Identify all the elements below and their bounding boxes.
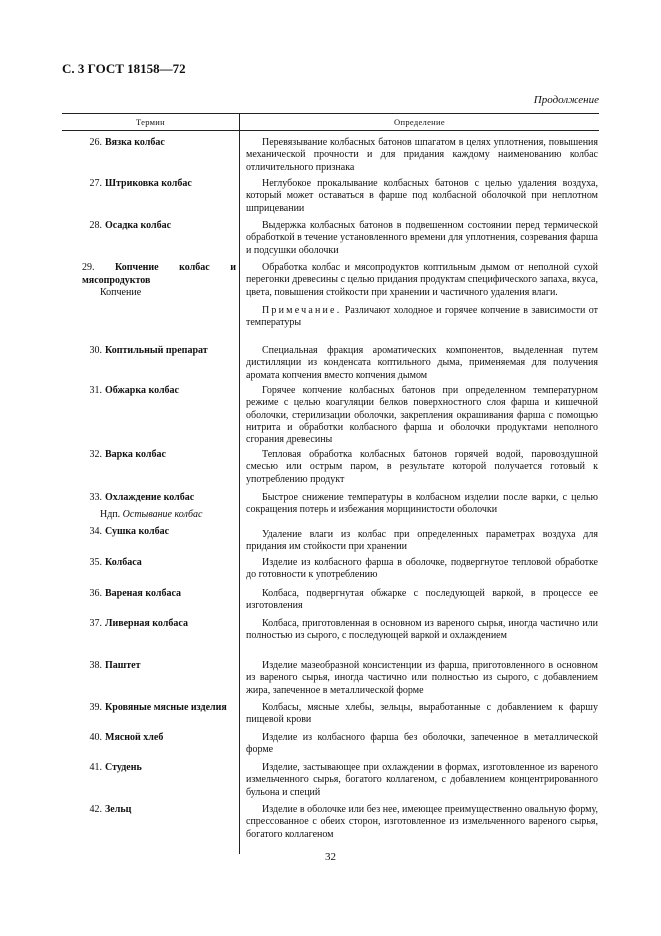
term-number: 39.	[89, 702, 102, 713]
column-divider	[239, 131, 240, 854]
term-name: Паштет	[105, 660, 141, 671]
column-header-definition: Определение	[394, 117, 445, 127]
term-name: Студень	[105, 762, 142, 773]
term-number: 35.	[89, 557, 102, 568]
term-cell	[82, 262, 236, 300]
deprecated-prefix: Ндп.	[100, 508, 121, 520]
page-header: С. 3 ГОСТ 18158—72	[62, 61, 186, 76]
term-number: 30.	[89, 345, 102, 356]
term-name: Варка колбас	[105, 449, 166, 460]
terms-table	[62, 113, 599, 840]
term-cell	[62, 618, 234, 631]
definition-cell	[246, 732, 598, 757]
term-number: 32.	[89, 449, 102, 460]
term-number: 33.	[89, 492, 102, 503]
definition-text: Изделие, застывающее при охлаждении в формах, изготовленное из вареного измельченного сырья, богатого коллагеном, с добавлением концентрированного бульона и специй	[246, 762, 598, 798]
definition-text: Колбасы, мясные хлебы, зельцы, выработанные с добавлением к фаршу пищевой крови	[246, 702, 598, 726]
term-name: Охлаждение колбас	[105, 492, 195, 503]
term-name: Коптильный препарат	[105, 345, 208, 356]
term-cell	[62, 526, 234, 539]
page-number: 32	[325, 851, 336, 863]
term-cell	[62, 220, 234, 233]
term-number: 41.	[89, 762, 102, 773]
definition-cell	[246, 529, 598, 554]
term-name: Зельц	[105, 804, 132, 815]
definition-text: Колбаса, приготовленная в основном из вареного сырья, иногда частично или полностью из сырого, с последующей варкой и охлаждением	[246, 618, 598, 642]
definition-cell	[246, 804, 598, 841]
definition-text: Изделие мазеобразной консистенции из фарша, приготовленного в основном из вареного сырья, иногда частично или полностью из сырого, с добавлением жира, запеченное в металлической форме	[246, 660, 598, 696]
term-name: Вареная колбаса	[105, 588, 182, 599]
definition-text: Горячее копчение колбасных батонов при определенном температурном режиме с целью коагуляции белков поверхностного слоя фарша и кишечной оболочки, стерилизации оболочки, закрепления окрашивания фарша с помощью нитрита и обработки колбасного фарша и оболочки продуктами неполного сгорания древесины	[246, 385, 598, 446]
definition-cell	[246, 137, 598, 174]
column-header-term: Термин	[62, 114, 240, 130]
term-cell	[62, 804, 234, 817]
term-cell	[62, 345, 234, 358]
definition-note	[246, 305, 598, 330]
term-cell	[62, 178, 234, 191]
term-synonym: Копчение	[100, 287, 142, 298]
definition-cell	[246, 492, 598, 517]
definition-cell	[246, 660, 598, 697]
term-number: 27.	[89, 178, 102, 189]
term-number: 34.	[89, 526, 102, 537]
definition-text: Тепловая обработка колбасных батонов горячей водой, паровоздушной смесью или острым паром, в результате которой получается готовый к употреблению продукт	[246, 449, 598, 485]
definition-text: Выдержка колбасных батонов в подвешенном состоянии перед термической обработкой в течение установленного времени для уплотнения, созревания фарша и подсушки оболочки	[246, 220, 598, 256]
definition-cell	[246, 588, 598, 613]
definition-text: Быстрое снижение температуры в колбасном изделии после варки, с целью сокращения потерь и избежания морщинистости оболочки	[246, 492, 598, 516]
note-text: Различают холодное и горячее копчение в зависимости от температуры	[246, 304, 598, 329]
definition-text: Специальная фракция ароматических компонентов, выделенная путем дистилляции из конденсата коптильного дыма, применяемая для получения аромата копчения вместо копчения дымом	[246, 345, 598, 381]
term-cell	[62, 732, 234, 745]
definition-cell	[246, 557, 598, 582]
definition-cell	[246, 702, 598, 727]
table-header	[62, 113, 599, 131]
term-name: Копчение колбас и мясопродуктов	[82, 262, 236, 286]
term-name: Осадка колбас	[105, 220, 172, 231]
definition-cell	[246, 762, 598, 799]
note-label: Примечание.	[262, 304, 342, 316]
term-cell	[62, 702, 234, 715]
deprecated-term: Остывание колбас	[122, 508, 203, 520]
definition-cell	[246, 220, 598, 257]
term-number: 40.	[89, 732, 102, 743]
term-number: 29.	[82, 262, 95, 273]
definition-cell	[246, 385, 598, 446]
term-name: Мясной хлеб	[105, 732, 164, 743]
term-name: Колбаса	[105, 557, 142, 568]
term-cell	[62, 385, 234, 398]
term-number: 37.	[89, 618, 102, 629]
term-name: Сушка колбас	[105, 526, 170, 537]
definition-cell	[246, 618, 598, 643]
definition-text: Неглубокое прокалывание колбасных батонов с целью удаления воздуха, который может оставаться в фарше под колбасной оболочкой при неплотном шприцевании	[246, 178, 598, 214]
term-cell	[62, 492, 234, 521]
continued-label: Продолжение	[533, 94, 599, 106]
definition-cell	[246, 178, 598, 215]
definition-cell	[246, 345, 598, 382]
term-cell	[62, 660, 234, 673]
term-deprecated	[62, 509, 234, 522]
term-number: 26.	[89, 137, 102, 148]
term-cell	[62, 762, 234, 775]
term-cell	[62, 137, 234, 150]
definition-text: Перевязывание колбасных батонов шпагатом в целях уплотнения, повышения механической прочности и для придания каждому наименованию колбас отличительного признака	[246, 137, 598, 173]
definition-cell	[246, 449, 598, 486]
term-number: 31.	[89, 385, 102, 396]
definition-text: Колбаса, подвергнутая обжарке с последующей варкой, в процессе ее изготовления	[246, 588, 598, 612]
term-cell	[62, 449, 234, 462]
definition-text: Обработка колбас и мясопродуктов коптильным дымом от неполной сухой перегонки древесины с целью придания продуктам специфического запаха, вкуса, цвета, повышения стойкости при хранении и частичного удаления влаги.	[246, 262, 598, 298]
term-name: Штриковка колбас	[105, 178, 192, 189]
term-name: Ливерная колбаса	[105, 618, 188, 629]
term-cell	[62, 588, 234, 601]
definition-text: Удаление влаги из колбас при определенных параметрах воздуха для придания им стойкости при хранении	[246, 529, 598, 553]
term-name: Обжарка колбас	[105, 385, 179, 396]
term-name: Вязка колбас	[105, 137, 165, 148]
term-number: 38.	[89, 660, 102, 671]
term-number: 36.	[89, 588, 102, 599]
term-cell	[62, 557, 234, 570]
definition-text: Изделие из колбасного фарша без оболочки, запеченное в металлической форме	[246, 732, 598, 756]
term-number: 28.	[89, 220, 102, 231]
term-number: 42.	[89, 804, 102, 815]
definition-cell	[246, 262, 598, 329]
term-name: Кровяные мясные изделия	[105, 702, 227, 713]
definition-text: Изделие в оболочке или без нее, имеющее преимущественно овальную форму, спрессованное с обеих сторон, изготовленное из измельченного вареного сырья, богатого коллагеном	[246, 804, 598, 840]
definition-text: Изделие из колбасного фарша в оболочке, подвергнутое тепловой обработке до готовности к употреблению	[246, 557, 598, 581]
